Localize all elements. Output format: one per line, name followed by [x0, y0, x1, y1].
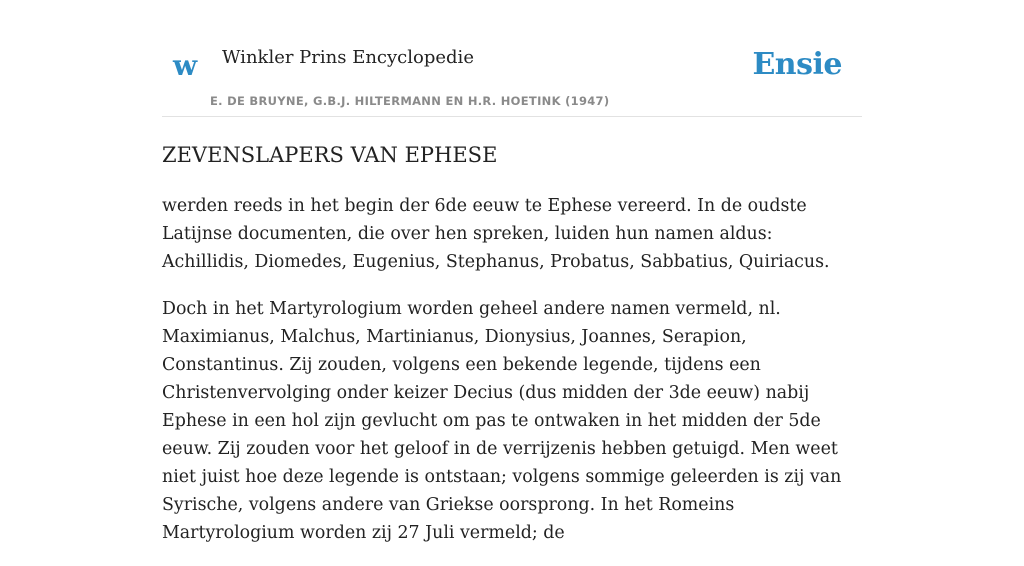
entry-title: ZEVENSLAPERS VAN EPHESE	[162, 143, 498, 167]
book-authors: E. DE BRUYNE, G.B.J. HILTERMANN EN H.R. HOETINK (1947)	[210, 94, 610, 108]
ensie-logo-link[interactable]: Ensie	[752, 47, 842, 82]
paragraph: werden reeds in het begin der 6de eeuw te Ephese vereerd. In de oudste Latijnse documenten, die over hen spreken, luiden hun namen aldus: Achillidis, Diomedes, Eugenius, Stephanus, Probatus, Sabbatius, Quiriacus.	[162, 196, 830, 272]
content-container	[162, 0, 862, 543]
book-title-link[interactable]: Winkler Prins Encyclopedie	[222, 47, 474, 68]
winkler-prins-logo[interactable]: w	[173, 49, 198, 82]
paragraph: Doch in het Martyrologium worden geheel andere namen vermeld, nl. Maximianus, Malchus, Martinianus, Dionysius, Joannes, Serapion, Constantinus. Zij zouden, volgens een bekende legende, tijdens een Christenvervolging onder keizer Decius (dus midden der 3de eeuw) nabij Ephese in een hol zijn gevlucht om pas te ontwaken in het midden der 5de eeuw. Zij zouden voor het geloof in de verrijzenis hebben getuigd. Men weet niet juist hoe deze legende is ontstaan; volgens sommige geleerden is zij van Syrische, volgens andere van Griekse oorsprong. In het Romeins Martyrologium worden zij 27 Juli vermeld; de	[162, 299, 842, 543]
entry-body	[162, 192, 862, 566]
header	[162, 0, 862, 117]
